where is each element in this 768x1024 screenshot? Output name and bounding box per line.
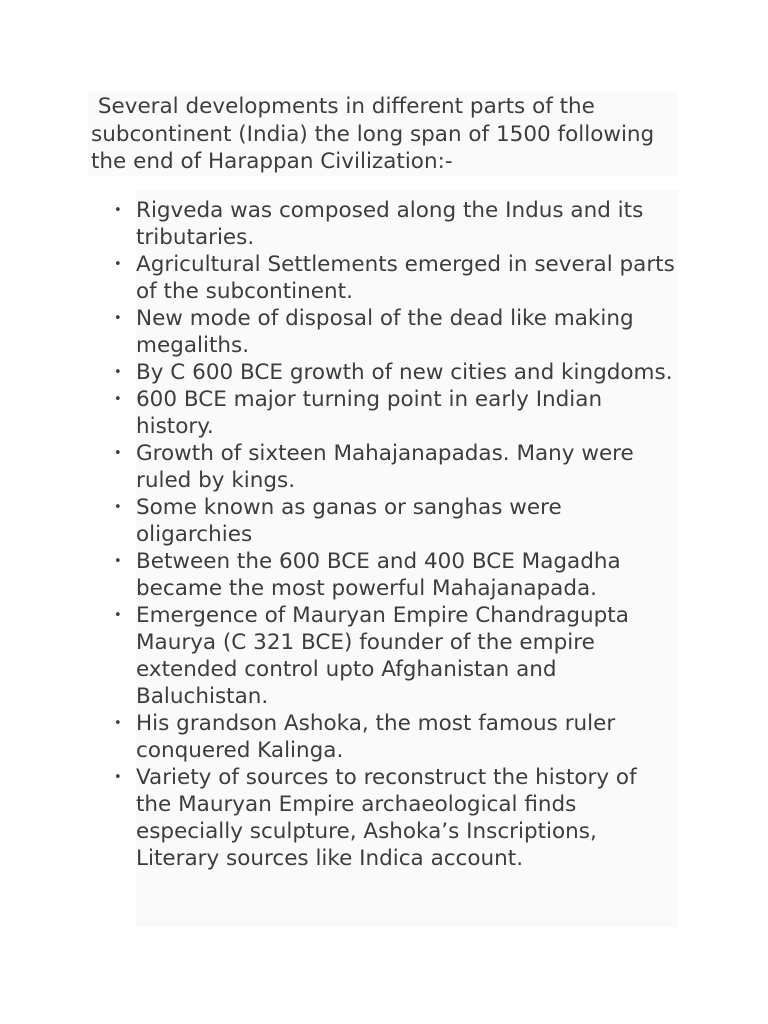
list-item	[0, 386, 676, 440]
list-item-text: Rigveda was composed along the Indus and its tributaries.	[136, 198, 644, 250]
list-item	[0, 440, 676, 494]
bullet-icon: •	[114, 203, 122, 218]
list-item-text: By C 600 BCE growth of new cities and kingdoms.	[136, 360, 673, 385]
list-item-text: Agricultural Settlements emerged in several parts of the subcontinent.	[136, 252, 675, 304]
list-item	[0, 548, 676, 602]
list-item	[0, 602, 676, 710]
list-item	[0, 764, 676, 872]
list-item	[0, 305, 676, 359]
intro-paragraph: Several developments in different parts of the subcontinent (India) the long span of 1500 following the end of Harappan Civilization:-	[91, 94, 662, 174]
bullet-icon: •	[114, 446, 122, 461]
list-item-text: Emergence of Mauryan Empire Chandragupta Maurya (C 321 BCE) founder of the empire extended control upto Afghanistan and Baluchistan.	[136, 603, 629, 709]
list-item-text: Some known as ganas or sanghas were oligarchies	[136, 495, 562, 547]
bullet-icon: •	[114, 257, 122, 272]
bullet-icon: •	[114, 770, 122, 785]
list-item	[0, 710, 676, 764]
list-item-text: His grandson Ashoka, the most famous ruler conquered Kalinga.	[136, 711, 616, 763]
bullet-icon: •	[114, 554, 122, 569]
list-item-text: Between the 600 BCE and 400 BCE Magadha became the most powerful Mahajanapada.	[136, 549, 621, 601]
bullet-icon: •	[114, 392, 122, 407]
list-item-text: New mode of disposal of the dead like making megaliths.	[136, 306, 634, 358]
bullet-icon: •	[114, 716, 122, 731]
list-item-text: Growth of sixteen Mahajanapadas. Many were ruled by kings.	[136, 441, 634, 493]
list-item	[0, 251, 676, 305]
bullet-icon: •	[114, 500, 122, 515]
list-item-text: 600 BCE major turning point in early Indian history.	[136, 387, 603, 439]
list-item	[0, 494, 676, 548]
list-item-text: Variety of sources to reconstruct the history of the Mauryan Empire archaeological finds especially sculpture, Ashoka’s Inscriptions, Literary sources like Indica account.	[136, 765, 637, 871]
bullet-icon: •	[114, 365, 122, 380]
list-item	[0, 359, 676, 386]
list-item	[0, 197, 676, 251]
bullet-list	[0, 197, 768, 872]
bullet-icon: •	[114, 311, 122, 326]
bullet-icon: •	[114, 608, 122, 623]
